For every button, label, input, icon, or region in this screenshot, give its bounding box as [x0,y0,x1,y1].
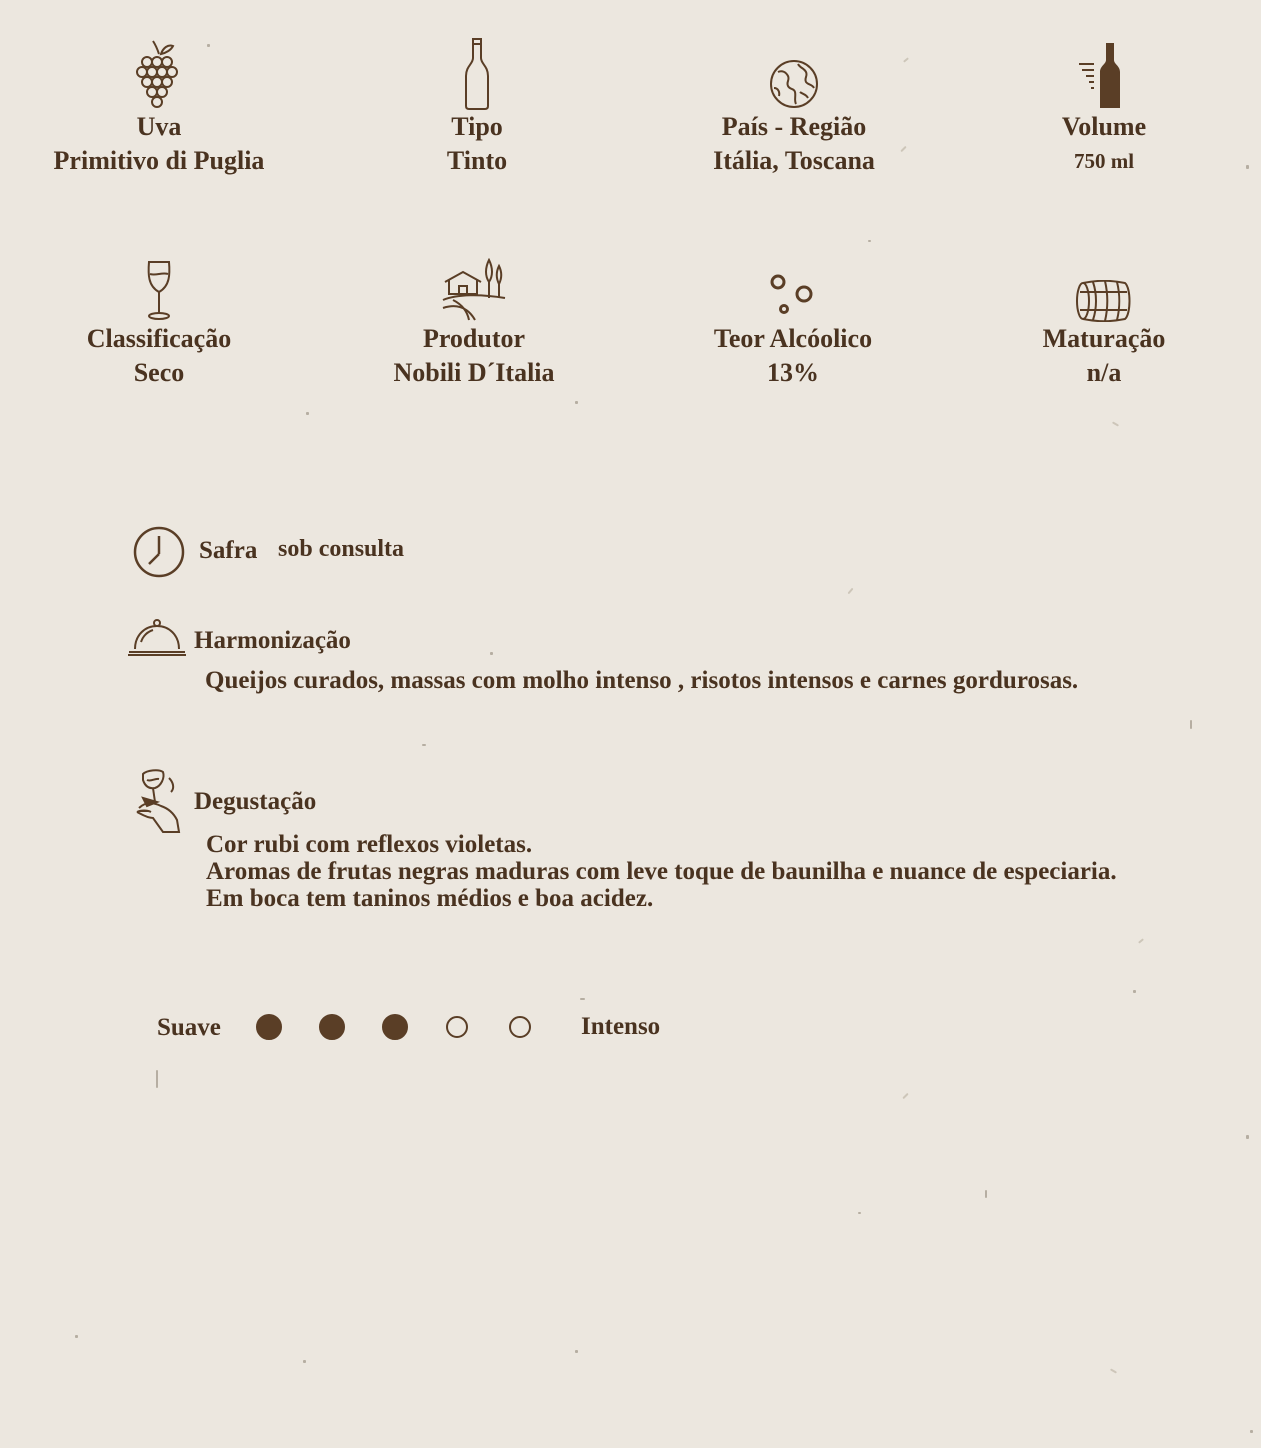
attr-label: Tipo [451,112,503,141]
attr-label: Volume [1061,112,1147,141]
bubbles-icon [643,250,943,322]
winery-icon [324,250,624,322]
attr-label: Uva [136,112,182,141]
harmonizacao-title: Harmonização [194,627,351,654]
attr-value: 13% [767,358,819,387]
clock-icon [133,526,185,578]
attr-value: n/a [1086,358,1122,387]
attr-label: País - Região [721,112,867,141]
attr-classificacao [9,250,309,390]
attr-value: Tinto [446,146,508,175]
intensity-dot [256,1014,282,1040]
attr-pais-regiao [644,38,944,178]
attr-value: Seco [133,358,185,387]
intensity-dot [382,1014,408,1040]
scale-min-label: Suave [157,1014,221,1041]
degustacao-line-1: Cor rubi com reflexos violetas. [206,831,533,858]
degustacao-line-2: Aromas de frutas negras maduras com leve toque de baunilha e nuance de especiaria. [206,858,1117,885]
attr-teor-alcoolico [643,250,943,390]
harmonizacao-text: Queijos curados, massas com molho intenso , risotos intensos e carnes gordurosas. [205,667,1079,694]
intensity-dot [446,1016,468,1038]
attr-label: Maturação [1042,324,1166,353]
attr-value: Nobili D´Italia [393,358,555,387]
attr-label: Classificação [86,324,232,353]
globe-icon [644,38,944,110]
wine-glass-icon [9,250,309,322]
bottle-outline-icon [327,38,627,110]
attr-value: Primitivo di Puglia [53,146,265,175]
grape-icon [9,38,309,110]
attr-tipo [327,38,627,178]
attr-value: Itália, Toscana [713,146,875,175]
attr-volume [954,38,1254,178]
scale-max-label: Intenso [581,1013,661,1040]
cloche-icon [127,618,187,658]
safra-value: sob consulta [278,536,405,562]
bottle-volume-icon [954,38,1254,110]
attr-produtor [324,250,624,390]
intensity-dot [509,1016,531,1038]
attr-uva [9,38,309,178]
degustacao-title: Degustação [194,788,317,815]
degustacao-line-3: Em boca tem taninos médios e boa acidez. [206,885,654,912]
safra-label: Safra [199,537,258,564]
attr-value: 750 ml [1073,149,1135,173]
barrel-icon [954,250,1254,322]
intensity-dot [319,1014,345,1040]
attr-maturacao [954,250,1254,390]
tasting-hand-icon [133,768,183,836]
attr-label: Produtor [422,324,526,353]
attr-label: Teor Alcóolico [713,324,873,353]
